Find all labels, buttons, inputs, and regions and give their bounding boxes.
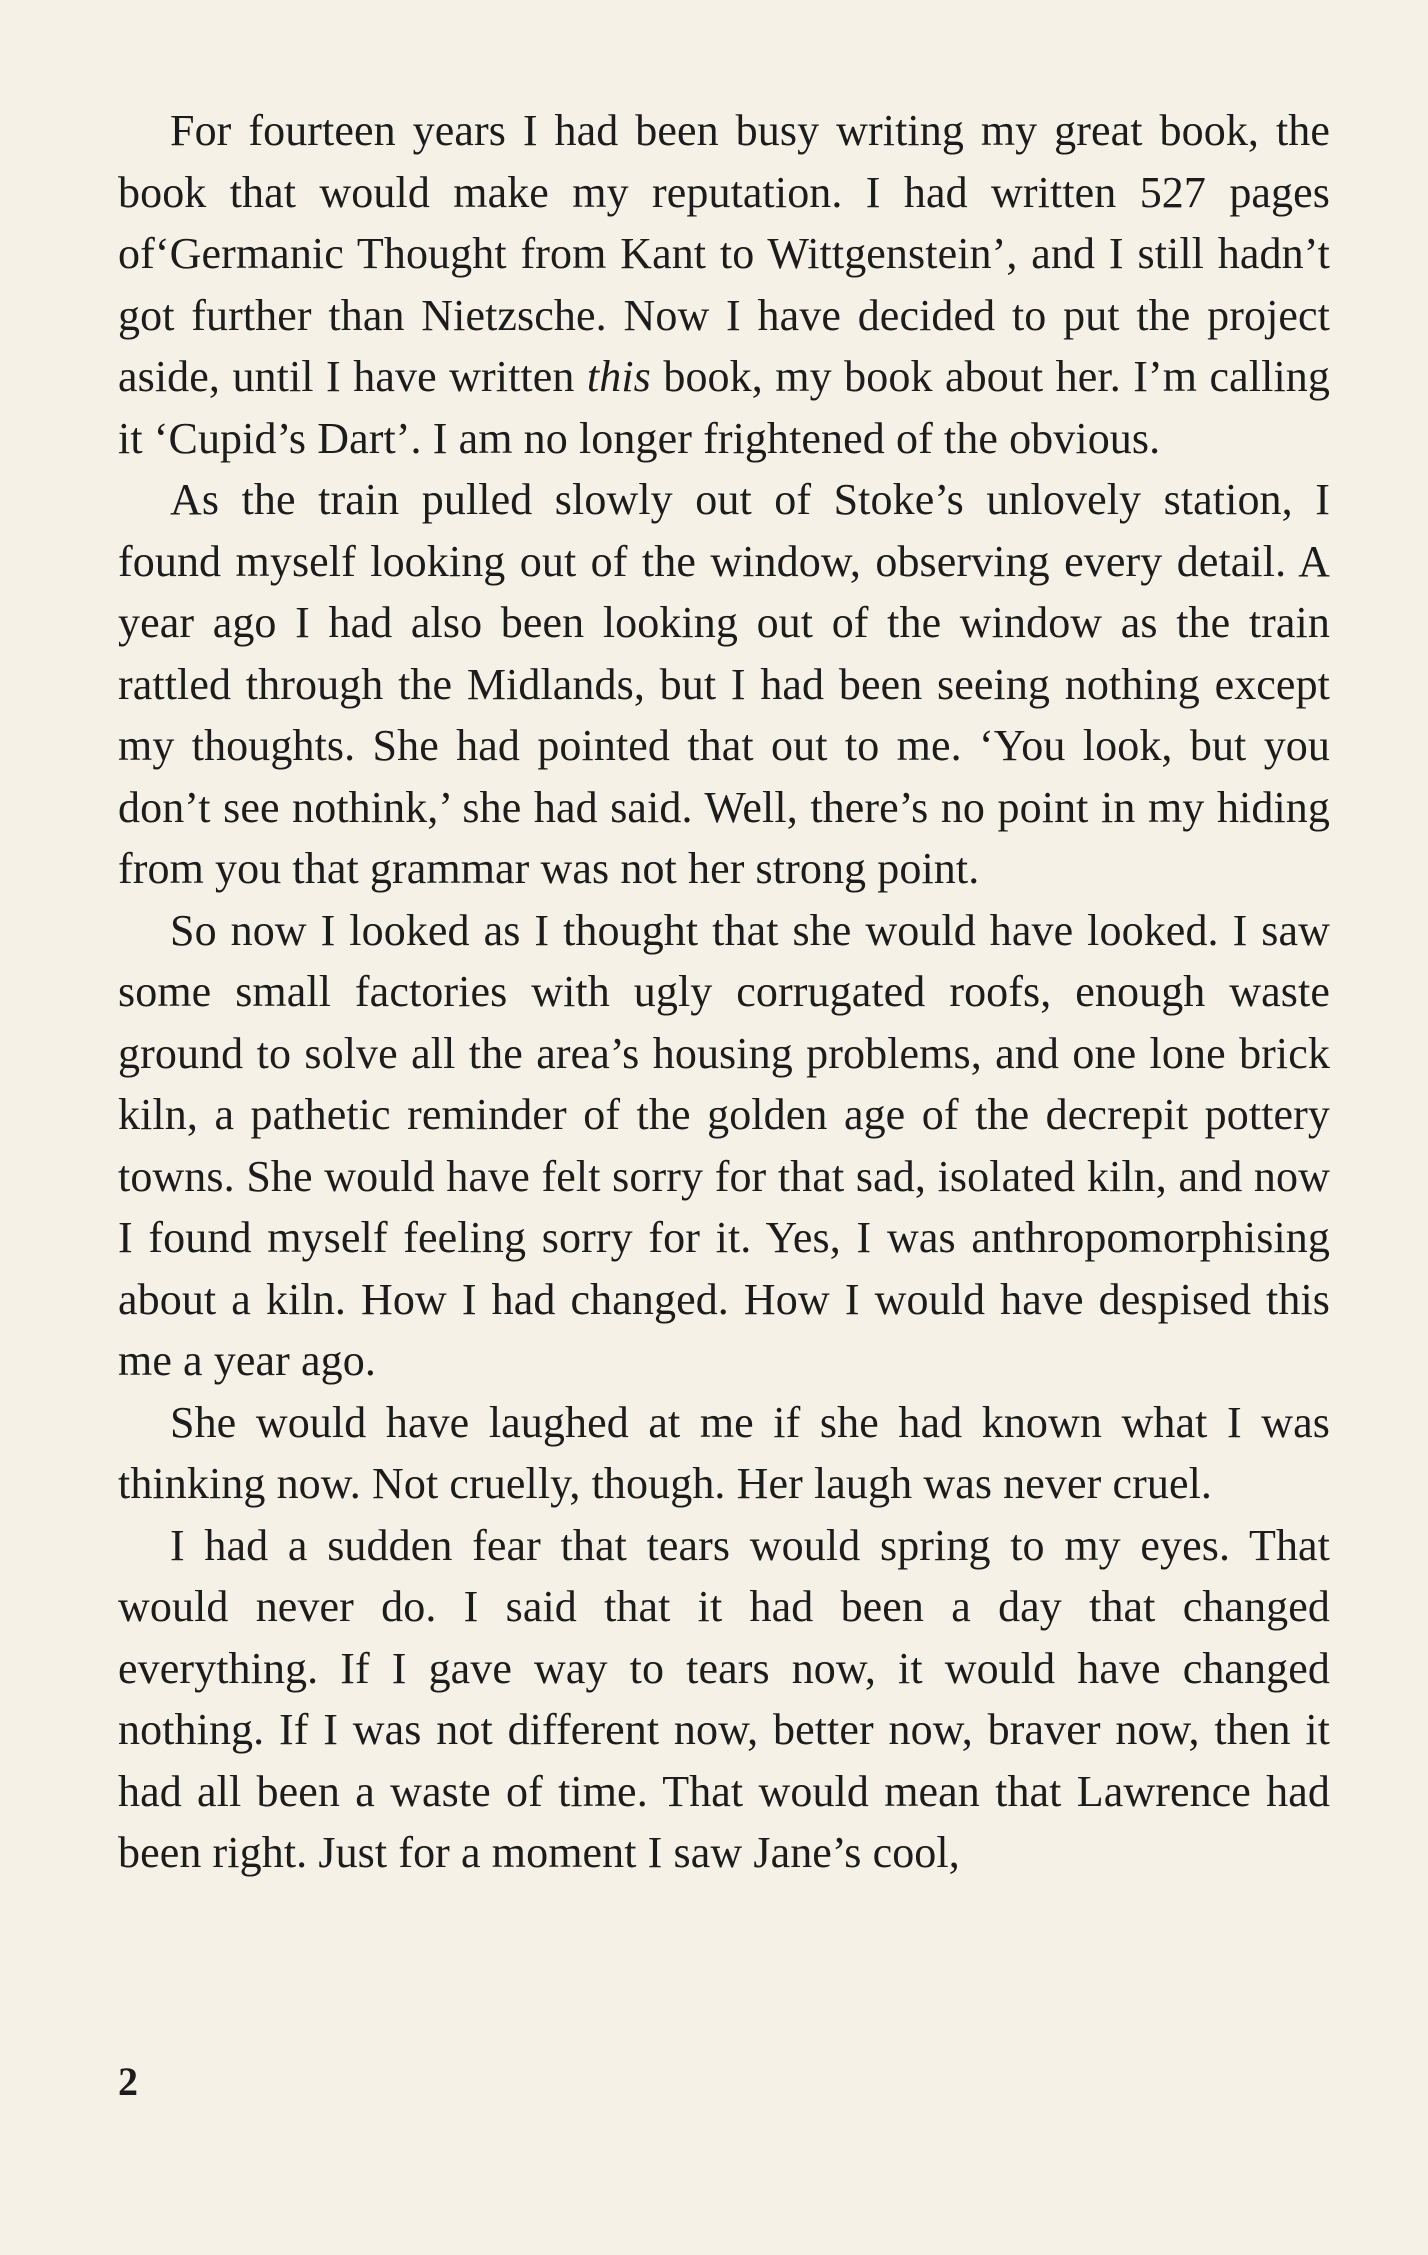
paragraph-4: She would have laughed at me if she had known what I was thinking now. Not cruelly, though. Her laugh was never cruel. [118, 1397, 1330, 1508]
paragraph-2: As the train pulled slowly out of Stoke’s unlovely station, I found myself looking out of the window, observing every detail. A year ago I had also been looking out of the window as the train rattled through the Midlands, but I had been seeing nothing except my thoughts. She had pointed that out to me. ‘You look, but you don’t see nothink,’ she had said. Well, there’s no point in my hiding from you that grammar was not her strong point. [118, 475, 1330, 893]
paragraph-1-before: For fourteen years I had been busy writing my great book, the book that would make my reputation. I had written 527 pages of‘Germanic Thought from Kant to Wittgenstein’, and I still hadn’t got further than Nietzsche. Now I have decided to put the project aside, until I have written [118, 106, 1330, 401]
emphasis-this: this [586, 352, 651, 401]
paragraph-1 [118, 100, 1330, 469]
page-number: 2 [118, 2059, 138, 2104]
paragraph-3: So now I looked as I thought that she would have looked. I saw some small factories with ugly corrugated roofs, enough waste ground to solve all the area’s housing problems, and one lone brick kiln, a pathetic reminder of the golden age of the decrepit pottery towns. She would have felt sorry for that sad, isolated kiln, and now I found myself feeling sorry for it. Yes, I was anthropomorphising about a kiln. How I had changed. How I would have despised this me a year ago. [118, 905, 1330, 1385]
paragraph-5: I had a sudden fear that tears would spring to my eyes. That would never do. I said that it had been a day that changed everything. If I gave way to tears now, it would have changed nothing. If I was not different now, better now, braver now, then it had all been a waste of time. That would mean that Lawrence had been right. Just for a moment I saw Jane’s cool, [118, 1520, 1330, 1877]
paragraph-1-after: book, my book about her. I’m calling it ‘Cupid’s Dart’. I am no longer frightened of the obvious. [118, 352, 1330, 463]
body-text [118, 100, 1330, 1884]
